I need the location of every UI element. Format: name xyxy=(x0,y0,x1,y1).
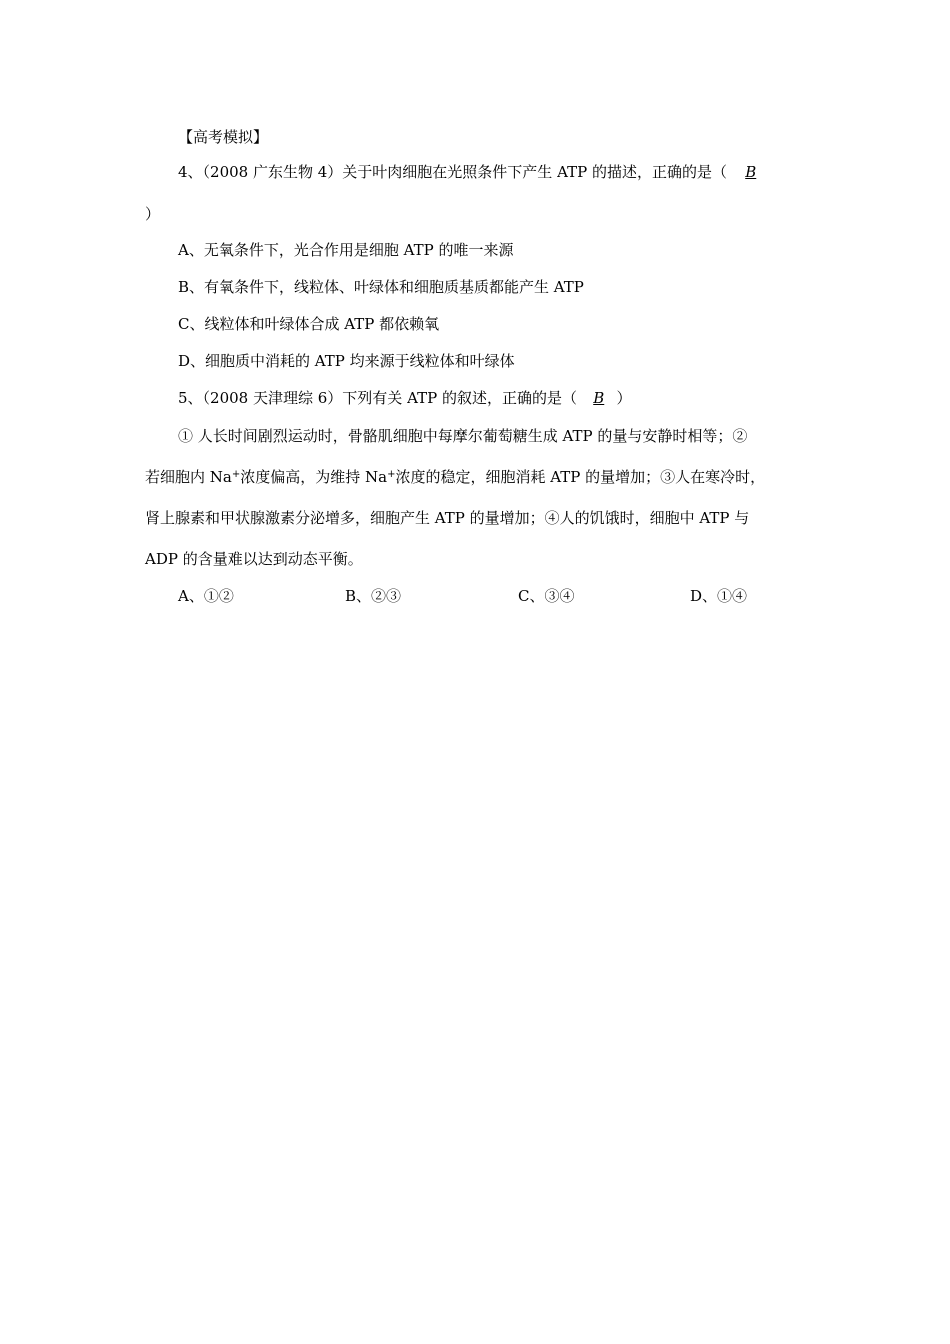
body-text: 若细胞内 Na xyxy=(145,468,232,486)
question-4-option-a: A、无氧条件下，光合作用是细胞 ATP 的唯一来源 xyxy=(178,241,514,259)
superscript-plus: + xyxy=(387,469,396,480)
question-5-stem xyxy=(178,388,632,408)
question-5-option-c: C、③④ xyxy=(518,587,575,605)
question-4-option-c: C、线粒体和叶绿体合成 ATP 都依赖氧 xyxy=(178,315,440,333)
question-5-body-line-3: 肾上腺素和甲状腺激素分泌增多，细胞产生 ATP 的量增加；④人的饥饿时，细胞中 ATP 与 xyxy=(145,509,750,527)
question-5-option-b: B、②③ xyxy=(345,587,402,605)
question-4-option-b: B、有氧条件下，线粒体、叶绿体和细胞质基质都能产生 ATP xyxy=(178,278,584,296)
question-4-stem xyxy=(178,162,760,182)
question-4-answer: B xyxy=(745,163,757,181)
question-5-close-paren: ） xyxy=(616,389,632,407)
question-5-body-line-4: ADP 的含量难以达到动态平衡。 xyxy=(145,550,363,568)
question-5-option-a: A、①② xyxy=(178,587,234,605)
body-text: 浓度的稳定，细胞消耗 ATP 的量增加；③人在寒冷时， xyxy=(395,468,766,486)
body-text: 浓度偏高，为维持 Na xyxy=(240,468,388,486)
section-title: 【高考模拟】 xyxy=(178,128,269,146)
question-4-close-paren: ） xyxy=(145,205,161,223)
question-5-body-line-2 xyxy=(145,467,765,487)
question-5-answer: B xyxy=(593,389,605,407)
question-5-option-d: D、①④ xyxy=(690,587,748,605)
question-5-body-line-1: ① 人长时间剧烈运动时，骨骼肌细胞中每摩尔葡萄糖生成 ATP 的量与安静时相等；② xyxy=(178,427,748,445)
question-4-text: 4、（2008 广东生物 4）关于叶肉细胞在光照条件下产生 ATP 的描述，正确的是（ xyxy=(178,163,727,181)
superscript-plus: + xyxy=(231,469,241,480)
question-5-text: 5、（2008 天津理综 6）下列有关 ATP 的叙述，正确的是（ xyxy=(178,389,577,407)
question-4-option-d: D、细胞质中消耗的 ATP 均来源于线粒体和叶绿体 xyxy=(178,352,515,370)
